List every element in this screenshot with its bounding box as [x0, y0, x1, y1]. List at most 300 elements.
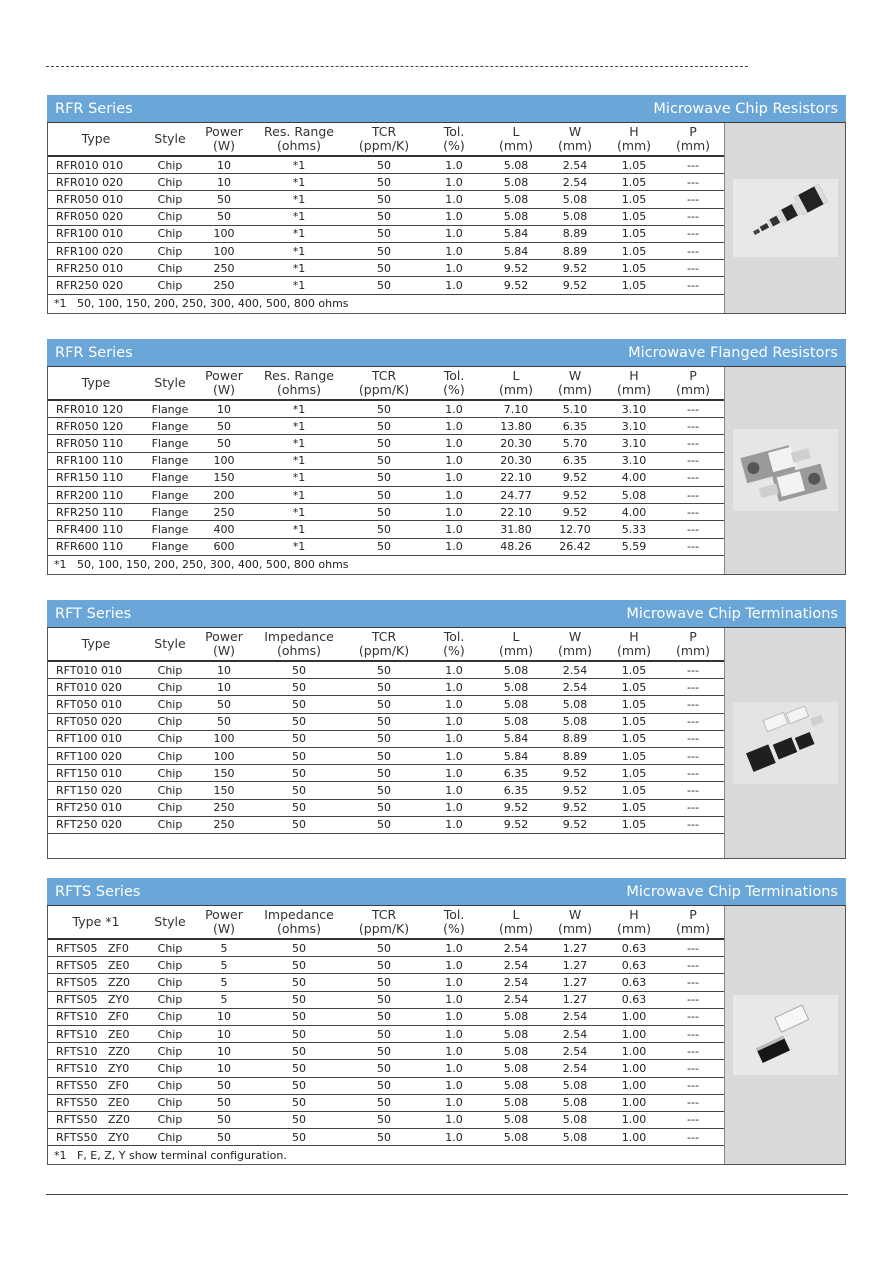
- column-unit: (ppm/K): [358, 382, 410, 397]
- table-cell: 250: [213, 505, 235, 519]
- table-cell: 50: [292, 766, 306, 780]
- table-cell: 50: [292, 1061, 306, 1075]
- table-cell: 9.52: [562, 801, 588, 815]
- table-cell: 9.52: [562, 488, 588, 502]
- table-cell: 1.0: [445, 522, 463, 536]
- footnote: *1 50, 100, 150, 200, 250, 300, 400, 500, 800 ohms: [54, 297, 349, 310]
- table-cell: 50: [292, 697, 306, 711]
- table-cell: 1.05: [621, 749, 647, 763]
- section-body: [47, 905, 846, 1165]
- column-label: Style: [154, 375, 186, 390]
- table-cell: 1.05: [621, 663, 647, 677]
- table-cell: 2.54: [503, 993, 529, 1007]
- table-cell: 5.08: [503, 680, 529, 694]
- table-cell: 5.84: [503, 749, 529, 763]
- table-cell: ---: [687, 540, 699, 554]
- column-unit: (mm): [498, 382, 534, 397]
- table-cell: ---: [687, 663, 699, 677]
- table-cell: 10: [217, 158, 231, 172]
- table-cell: 100: [213, 732, 235, 746]
- table-cell: 1.0: [445, 436, 463, 450]
- table-cell: 10: [217, 1010, 231, 1024]
- table-cell: RFR150 110: [56, 471, 124, 485]
- table-cell: ---: [687, 261, 699, 275]
- table-cell: 1.0: [445, 1061, 463, 1075]
- column-unit: (%): [443, 138, 465, 153]
- column-label: TCR: [371, 629, 397, 644]
- table-cell: RFTS10 ZY0: [56, 1061, 130, 1075]
- column-header: [252, 367, 346, 399]
- table-row: [48, 662, 725, 679]
- column-header: [196, 123, 252, 155]
- table-cell: Chip: [157, 227, 183, 241]
- table-cell: 5.08: [503, 1027, 529, 1041]
- column-label: W: [568, 629, 582, 644]
- table-row: [48, 1129, 725, 1146]
- column-unit: (%): [443, 382, 465, 397]
- table-cell: 1.0: [445, 244, 463, 258]
- table-cell: 1.0: [445, 801, 463, 815]
- table-cell: 1.05: [621, 175, 647, 189]
- table-cell: RFR100 110: [56, 454, 124, 468]
- table-cell: 400: [213, 522, 235, 536]
- table-row: [48, 521, 725, 538]
- column-label: W: [568, 907, 582, 922]
- column-unit: (mm): [675, 138, 711, 153]
- table-row: [48, 957, 725, 974]
- table-row: [48, 765, 725, 782]
- table-cell: 1.0: [445, 715, 463, 729]
- table-cell: ---: [687, 522, 699, 536]
- table-cell: 9.52: [503, 801, 529, 815]
- column-label: Tol.: [443, 368, 465, 383]
- table-cell: 2.54: [562, 1044, 588, 1058]
- table-cell: 50: [217, 1079, 231, 1093]
- table-cell: 10: [217, 175, 231, 189]
- table-cell: *1: [292, 402, 306, 416]
- table-cell: 6.35: [503, 766, 529, 780]
- column-label: Power: [205, 368, 243, 383]
- top-dashed-rule: [46, 66, 748, 67]
- column-label: Tol.: [443, 907, 465, 922]
- table-cell: 1.00: [621, 1130, 647, 1144]
- table-cell: 1.0: [445, 158, 463, 172]
- column-label: Power: [205, 907, 243, 922]
- table-cell: 2.54: [562, 663, 588, 677]
- table-cell: 50: [377, 471, 391, 485]
- table-cell: Flange: [151, 488, 189, 502]
- table-row: [48, 191, 725, 208]
- table-cell: ---: [687, 1079, 699, 1093]
- column-label: Type: [81, 636, 111, 651]
- table-cell: 1.0: [445, 1096, 463, 1110]
- table-row: [48, 1078, 725, 1095]
- table-cell: RFTS05 ZY0: [56, 993, 130, 1007]
- footnote: *1 50, 100, 150, 200, 250, 300, 400, 500, 800 ohms: [54, 558, 349, 572]
- table-cell: *1: [292, 278, 306, 292]
- column-unit: (W): [212, 921, 236, 936]
- table-cell: *1: [292, 522, 306, 536]
- table-cell: 1.05: [621, 715, 647, 729]
- table-cell: 10: [217, 680, 231, 694]
- column-label: P: [689, 907, 697, 922]
- table-cell: *1: [292, 158, 306, 172]
- column-label: TCR: [371, 124, 397, 139]
- table-row: [48, 401, 725, 418]
- table-cell: 26.42: [559, 540, 591, 554]
- table-cell: 1.0: [445, 818, 463, 832]
- table-cell: 1.00: [621, 1096, 647, 1110]
- table-cell: 22.10: [500, 505, 532, 519]
- table-cell: RFR100 010: [56, 227, 124, 241]
- column-header: [346, 367, 422, 399]
- column-unit: (mm): [557, 382, 593, 397]
- table-cell: RFTS05 ZZ0: [56, 975, 131, 989]
- table-cell: ---: [687, 436, 699, 450]
- table-cell: 5.08: [503, 663, 529, 677]
- table-cell: 5.08: [562, 192, 588, 206]
- column-header: [546, 906, 604, 938]
- table-row: [48, 504, 725, 521]
- column-header: [144, 123, 196, 155]
- table-cell: RFR010 120: [56, 402, 124, 416]
- column-header: [422, 123, 486, 155]
- table-cell: 4.00: [621, 471, 647, 485]
- table-cell: 5.33: [621, 522, 647, 536]
- table-cell: 1.0: [445, 278, 463, 292]
- table-cell: RFT050 010: [56, 697, 122, 711]
- table-cell: 600: [213, 540, 235, 554]
- table-cell: 48.26: [500, 540, 532, 554]
- table-cell: 150: [213, 783, 235, 797]
- table-row: [48, 940, 725, 957]
- table-cell: *1: [292, 210, 306, 224]
- table-cell: 50: [377, 522, 391, 536]
- table-cell: RFTS50 ZY0: [56, 1130, 130, 1144]
- table-cell: 5: [220, 941, 228, 955]
- table-row: [48, 782, 725, 799]
- table-cell: 50: [292, 749, 306, 763]
- column-label: Res. Range: [264, 124, 334, 139]
- table-cell: 5.08: [562, 715, 588, 729]
- column-unit: (ppm/K): [358, 138, 410, 153]
- table-cell: 2.54: [503, 941, 529, 955]
- table-cell: 50: [292, 732, 306, 746]
- table-cell: RFTS10 ZZ0: [56, 1044, 131, 1058]
- table-cell: 1.0: [445, 1130, 463, 1144]
- table-cell: 50: [377, 958, 391, 972]
- table-cell: 3.10: [621, 402, 647, 416]
- table-cell: 9.52: [562, 261, 588, 275]
- table-cell: ---: [687, 975, 699, 989]
- table-cell: 5.08: [562, 697, 588, 711]
- table-cell: Chip: [157, 697, 183, 711]
- table-cell: RFR200 110: [56, 488, 124, 502]
- column-unit: (ohms): [276, 138, 321, 153]
- spec-table: [48, 123, 725, 313]
- table-cell: 50: [377, 540, 391, 554]
- table-cell: 50: [292, 1130, 306, 1144]
- table-cell: 50: [217, 192, 231, 206]
- table-cell: 5.08: [503, 210, 529, 224]
- table-cell: 5.08: [503, 1010, 529, 1024]
- column-header: [48, 123, 144, 155]
- table-row: [48, 174, 725, 191]
- table-cell: 50: [217, 715, 231, 729]
- column-label: L: [512, 629, 520, 644]
- column-header: [604, 628, 664, 660]
- column-header: [48, 367, 144, 399]
- table-cell: 50: [292, 1044, 306, 1058]
- column-label: L: [512, 124, 520, 139]
- table-cell: ---: [687, 941, 699, 955]
- table-row: [48, 1060, 725, 1077]
- table-cell: 50: [292, 1113, 306, 1127]
- table-cell: 50: [377, 801, 391, 815]
- table-cell: ---: [687, 749, 699, 763]
- column-unit: (ohms): [276, 382, 321, 397]
- table-cell: 50: [292, 783, 306, 797]
- table-cell: Chip: [157, 958, 183, 972]
- table-cell: 2.54: [562, 680, 588, 694]
- column-header: [422, 367, 486, 399]
- table-cell: 50: [292, 958, 306, 972]
- table-cell: 50: [292, 801, 306, 815]
- table-cell: ---: [687, 1044, 699, 1058]
- column-header: [664, 367, 722, 399]
- table-cell: 50: [292, 680, 306, 694]
- table-cell: 5.08: [503, 1061, 529, 1075]
- column-label: L: [512, 368, 520, 383]
- table-cell: 50: [377, 1096, 391, 1110]
- table-cell: 1.0: [445, 419, 463, 433]
- table-cell: 100: [213, 454, 235, 468]
- table-cell: ---: [687, 1010, 699, 1024]
- table-cell: Flange: [151, 540, 189, 554]
- table-cell: 50: [292, 1096, 306, 1110]
- table-cell: ---: [687, 419, 699, 433]
- table-cell: 50: [377, 261, 391, 275]
- table-cell: Chip: [157, 801, 183, 815]
- table-cell: 1.0: [445, 488, 463, 502]
- table-cell: RFR050 120: [56, 419, 124, 433]
- table-row: [48, 1112, 725, 1129]
- table-cell: ---: [687, 227, 699, 241]
- spec-table: [48, 906, 725, 1164]
- table-cell: 50: [377, 278, 391, 292]
- table-cell: ---: [687, 783, 699, 797]
- table-cell: ---: [687, 680, 699, 694]
- table-cell: RFTS50 ZE0: [56, 1096, 130, 1110]
- table-cell: Chip: [157, 1027, 183, 1041]
- table-cell: 1.0: [445, 783, 463, 797]
- table-cell: 1.0: [445, 993, 463, 1007]
- table-cell: 50: [292, 975, 306, 989]
- table-cell: 10: [217, 1027, 231, 1041]
- table-cell: *1: [292, 227, 306, 241]
- table-cell: 50: [217, 1096, 231, 1110]
- table-cell: 50: [377, 732, 391, 746]
- table-cell: ---: [687, 158, 699, 172]
- table-cell: RFT100 020: [56, 749, 122, 763]
- table-cell: 50: [292, 1010, 306, 1024]
- table-cell: 50: [377, 975, 391, 989]
- table-cell: 50: [377, 941, 391, 955]
- column-header: [346, 123, 422, 155]
- table-cell: Flange: [151, 471, 189, 485]
- column-unit: (W): [212, 138, 236, 153]
- table-cell: 50: [377, 993, 391, 1007]
- column-label: Style: [154, 131, 186, 146]
- table-cell: 3.10: [621, 454, 647, 468]
- table-cell: 50: [377, 158, 391, 172]
- category-title: Microwave Chip Resistors: [653, 100, 838, 117]
- small-chip-terminations-photo: [733, 995, 838, 1075]
- table-cell: *1: [292, 436, 306, 450]
- column-unit: (W): [212, 643, 236, 658]
- table-cell: 50: [217, 1130, 231, 1144]
- table-cell: *1: [292, 244, 306, 258]
- table-row: [48, 435, 725, 452]
- table-row: [48, 974, 725, 991]
- table-cell: 1.05: [621, 227, 647, 241]
- table-cell: 50: [377, 749, 391, 763]
- table-cell: 3.10: [621, 419, 647, 433]
- table-cell: Flange: [151, 402, 189, 416]
- category-title: Microwave Flanged Resistors: [628, 344, 838, 361]
- column-unit: (mm): [616, 382, 652, 397]
- table-cell: 50: [377, 175, 391, 189]
- table-cell: 10: [217, 1061, 231, 1075]
- table-cell: 1.27: [562, 993, 588, 1007]
- column-label: P: [689, 124, 697, 139]
- table-cell: 50: [377, 1113, 391, 1127]
- table-cell: 50: [377, 766, 391, 780]
- table-cell: 1.0: [445, 680, 463, 694]
- table-header: [48, 628, 725, 662]
- column-unit: (mm): [557, 643, 593, 658]
- table-cell: 5: [220, 975, 228, 989]
- table-cell: ---: [687, 454, 699, 468]
- table-cell: 4.00: [621, 505, 647, 519]
- table-cell: 9.52: [503, 261, 529, 275]
- table-cell: Chip: [157, 783, 183, 797]
- table-cell: 6.35: [562, 419, 588, 433]
- column-header: [604, 906, 664, 938]
- table-cell: *1: [292, 540, 306, 554]
- section-body: [47, 122, 846, 314]
- table-cell: 9.52: [503, 278, 529, 292]
- section-rfr-flange: [47, 339, 846, 575]
- table-cell: 50: [217, 210, 231, 224]
- table-cell: Chip: [157, 663, 183, 677]
- bottom-rule: [46, 1194, 848, 1195]
- table-cell: *1: [292, 261, 306, 275]
- table-cell: 1.00: [621, 1079, 647, 1093]
- table-cell: *1: [292, 471, 306, 485]
- product-image-panel: [724, 628, 845, 858]
- table-cell: 9.52: [562, 278, 588, 292]
- table-row: [48, 226, 725, 243]
- table-cell: Chip: [157, 192, 183, 206]
- table-cell: 1.0: [445, 732, 463, 746]
- column-header: [252, 628, 346, 660]
- table-row: [48, 992, 725, 1009]
- table-cell: RFT250 020: [56, 818, 122, 832]
- section-header: [47, 600, 846, 627]
- section-body: [47, 627, 846, 859]
- table-cell: 2.54: [562, 1010, 588, 1024]
- table-cell: 2.54: [562, 1027, 588, 1041]
- table-cell: 50: [292, 1027, 306, 1041]
- column-header: [546, 123, 604, 155]
- table-cell: RFR050 110: [56, 436, 124, 450]
- column-unit: (mm): [557, 921, 593, 936]
- table-cell: 5.08: [503, 1096, 529, 1110]
- table-cell: ---: [687, 1061, 699, 1075]
- table-cell: 50: [377, 488, 391, 502]
- table-cell: 50: [377, 1027, 391, 1041]
- table-row: [48, 817, 725, 834]
- footnote: *1 F, E, Z, Y show terminal configuration.: [54, 1148, 287, 1162]
- table-row: [48, 714, 725, 731]
- table-cell: Chip: [157, 244, 183, 258]
- table-cell: 5: [220, 958, 228, 972]
- table-cell: 1.05: [621, 192, 647, 206]
- table-row: [48, 487, 725, 504]
- table-cell: RFR400 110: [56, 522, 124, 536]
- column-header: [252, 906, 346, 938]
- table-cell: 5.08: [562, 1096, 588, 1110]
- column-header: [196, 367, 252, 399]
- table-cell: 0.63: [621, 975, 647, 989]
- table-cell: RFR250 010: [56, 261, 124, 275]
- product-image-panel: [724, 123, 845, 313]
- table-cell: RFR250 110: [56, 505, 124, 519]
- table-cell: 5.08: [503, 1130, 529, 1144]
- table-cell: RFR600 110: [56, 540, 124, 554]
- table-cell: Chip: [157, 818, 183, 832]
- table-cell: 5.08: [562, 1079, 588, 1093]
- series-title: RFR Series: [55, 100, 133, 117]
- column-label: Impedance: [264, 907, 334, 922]
- table-cell: 1.00: [621, 1027, 647, 1041]
- table-cell: 20.30: [500, 454, 532, 468]
- table-cell: Chip: [157, 261, 183, 275]
- table-cell: 1.0: [445, 766, 463, 780]
- table-row: [48, 748, 725, 765]
- section-rfr-chip: [47, 95, 846, 314]
- table-row: [48, 277, 725, 294]
- table-cell: 1.0: [445, 471, 463, 485]
- table-cell: 50: [377, 1079, 391, 1093]
- section-header: [47, 878, 846, 905]
- table-cell: 5.84: [503, 227, 529, 241]
- table-cell: 5.08: [503, 158, 529, 172]
- table-cell: 5.08: [562, 210, 588, 224]
- table-cell: 50: [292, 993, 306, 1007]
- table-cell: RFTS50 ZF0: [56, 1079, 129, 1093]
- column-header: [196, 628, 252, 660]
- column-unit: (mm): [498, 643, 534, 658]
- table-cell: ---: [687, 192, 699, 206]
- table-cell: Chip: [157, 1113, 183, 1127]
- column-label: Style: [154, 914, 186, 929]
- column-label: Impedance: [264, 629, 334, 644]
- table-cell: ---: [687, 715, 699, 729]
- table-cell: 50: [377, 436, 391, 450]
- table-cell: ---: [687, 278, 699, 292]
